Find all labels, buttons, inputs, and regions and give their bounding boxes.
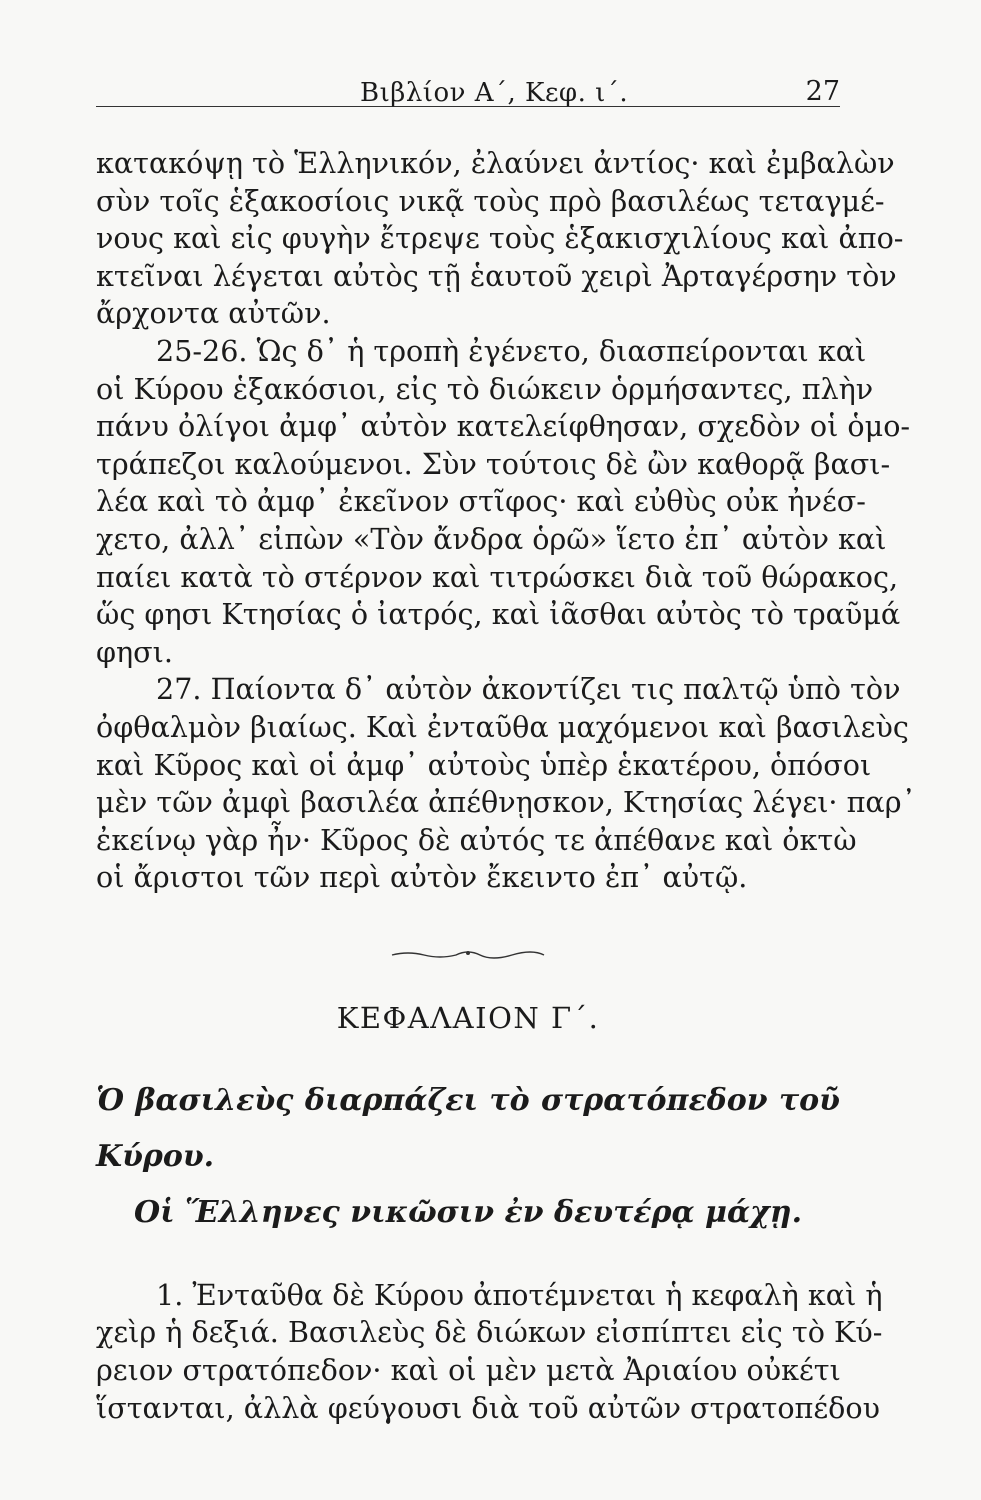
text-line: κατακόψῃ τὸ Ἑλληνικόν, ἐλαύνει ἀντίος· καὶ ἐμβαλὼν <box>96 146 895 180</box>
text-line: χετο, ἀλλ᾽ εἰπὼν «Τὸν ἄνδρα ὁρῶ» ἵετο ἐπ᾽ αὐτὸν καὶ <box>96 521 887 556</box>
text-line: κτεῖναι λέγεται αὐτὸς τῇ ἑαυτοῦ χειρὶ Ἀρταγέρσην τὸν <box>96 258 897 293</box>
text-line: ὀφθαλμὸν βιαίως. Καὶ ἐνταῦθα μαχόμενοι καὶ βασιλεὺς <box>96 709 909 744</box>
text-line: 27. Παίοντα δ᾽ αὐτὸν ἀκοντίζει τις παλτῷ ὑπὸ τὸν <box>156 672 901 707</box>
chapter-summary <box>96 1073 840 1241</box>
running-title: Βιβλίον Α΄, Κεφ. ι΄. <box>360 78 629 108</box>
text-line: παίει κατὰ τὸ στέρνον καὶ τιτρώσκει διὰ τοῦ θώρακος, <box>96 559 899 594</box>
text-line: λέα καὶ τὸ ἀμφ᾽ ἐκεῖνον στῖφος· καὶ εὐθὺς οὐκ ἠνέσ- <box>96 484 866 519</box>
text-block-2 <box>96 1277 883 1427</box>
running-header <box>96 70 840 107</box>
text-line: νους καὶ εἰς φυγὴν ἔτρεψε τοὺς ἑξακισχιλίους καὶ ἀπο- <box>96 221 904 256</box>
text-line: σὺν τοῖς ἑξακοσίοις νικᾷ τοὺς πρὸ βασιλέως τεταγμέ- <box>96 183 885 218</box>
text-line: ὥς φησι Κτησίας ὁ ἰατρός, καὶ ἰᾶσθαι αὐτὸς τὸ τραῦμά <box>96 597 901 632</box>
book-page <box>96 70 916 1427</box>
page-number: 27 <box>805 76 840 107</box>
text-line: 1. Ἐνταῦθα δὲ Κύρου ἀποτέμνεται ἡ κεφαλὴ καὶ ἡ <box>156 1277 883 1312</box>
text-line: οἱ Κύρου ἑξακόσιοι, εἰς τὸ διώκειν ὁρμήσαντες, πλὴν <box>96 371 874 406</box>
text-line: οἱ ἄριστοι τῶν περὶ αὐτὸν ἔκειντο ἐπ᾽ αὐτῷ. <box>96 860 748 895</box>
text-line: φησι. <box>96 634 173 669</box>
text-block-1 <box>96 145 916 897</box>
text-line: ρειον στρατόπεδον· καὶ οἱ μὲν μετὰ Ἀριαίου οὐκέτι <box>96 1353 841 1388</box>
text-line: 25-26. Ὡς δ᾽ ἡ τροπὴ ἐγένετο, διασπείρονται καὶ <box>156 333 867 368</box>
text-line: καὶ Κῦρος καὶ οἱ ἀμφ᾽ αὐτοὺς ὑπὲρ ἑκατέρου, ὁπόσοι <box>96 747 872 782</box>
text-line: ἵστανται, ἀλλὰ φεύγουσι διὰ τοῦ αὐτῶν στρατοπέδου <box>96 1390 880 1425</box>
chapter-heading: ΚΕΦΑΛΑΙΟΝ Γ΄. <box>336 1000 600 1035</box>
text-line: τράπεζοι καλούμενοι. Σὺν τούτοις δὲ ὢν καθορᾷ βασι- <box>96 446 891 481</box>
text-line: μὲν τῶν ἀμφὶ βασιλέα ἀπέθνῃσκον, Κτησίας λέγει· παρ᾽ <box>96 785 916 820</box>
section-ornament <box>388 943 548 963</box>
summary-line: Οἱ Ἕλληνες νικῶσιν ἐν δευτέρᾳ μάχῃ. <box>133 1194 803 1230</box>
text-line: χεὶρ ἡ δεξιά. Βασιλεὺς δὲ διώκων εἰσπίπτει εἰς τὸ Κύ- <box>96 1315 883 1350</box>
text-line: ἄρχοντα αὐτῶν. <box>96 296 331 331</box>
text-line: ἐκείνῳ γὰρ ἦν· Κῦρος δὲ αὐτός τε ἀπέθανε καὶ ὀκτὼ <box>96 822 857 857</box>
text-line: πάνυ ὀλίγοι ἀμφ᾽ αὐτὸν κατελείφθησαν, σχεδὸν οἱ ὁμο- <box>96 409 911 444</box>
summary-line: Ὁ βασιλεὺς διαρπάζει τὸ στρατόπεδον τοῦ Κύρου. <box>96 1082 840 1174</box>
